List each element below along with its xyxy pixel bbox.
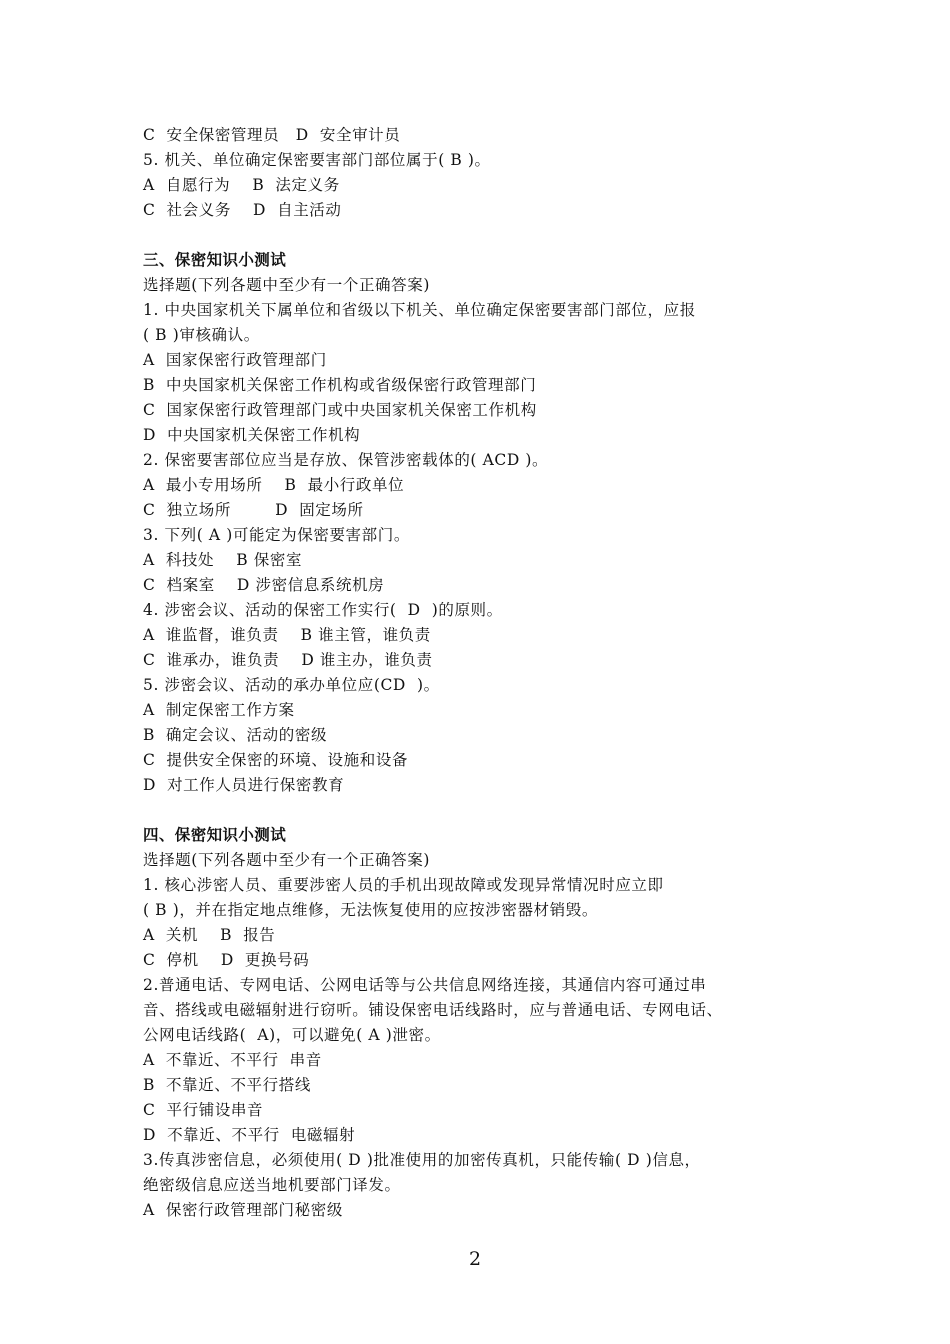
top-block [143,123,823,223]
text-line: C 国家保密行政管理部门或中央国家机关保密工作机构 [143,401,537,419]
document-page [143,123,823,1223]
text-line: D 不靠近、不平行 电磁辐射 [143,1126,356,1144]
text-line: A 国家保密行政管理部门 [143,351,327,369]
text-line: A 自愿行为 B 法定义务 [143,176,340,194]
text-line: C 平行铺设串音 [143,1101,264,1119]
text-line: 绝密级信息应送当地机要部门译发。 [143,1176,401,1194]
text-line: 2.普通电话、专网电话、公网电话等与公共信息网络连接，其通信内容可通过串 [143,976,707,994]
text-line: C 独立场所 D 固定场所 [143,501,364,519]
text-line: B 不靠近、不平行搭线 [143,1076,311,1094]
text-line: C 安全保密管理员 D 安全审计员 [143,126,401,144]
text-line: 公网电话线路( A)，可以避免( A )泄密。 [143,1026,441,1044]
text-line: 1. 核心涉密人员、重要涉密人员的手机出现故障或发现异常情况时应立即 [143,876,664,894]
page-number: 2 [468,1248,482,1270]
text-line: 3.传真涉密信息，必须使用( D )批准使用的加密传真机，只能传输( D )信息， [143,1151,701,1169]
text-line: D 对工作人员进行保密教育 [143,776,345,794]
text-line: 选择题(下列各题中至少有一个正确答案) [143,851,430,869]
section-4 [143,823,823,1223]
text-line: 选择题(下列各题中至少有一个正确答案) [143,276,430,294]
text-line: A 科技处 B 保密室 [143,551,303,569]
text-line: C 社会义务 D 自主活动 [143,201,342,219]
text-line: C 停机 D 更换号码 [143,951,310,969]
text-line: 2. 保密要害部位应当是存放、保管涉密载体的( ACD )。 [143,451,549,469]
text-line: A 制定保密工作方案 [143,701,295,719]
spacer [143,223,823,248]
text-line: B 中央国家机关保密工作机构或省级保密行政管理部门 [143,376,537,394]
section-3 [143,248,823,798]
section-heading: 三、保密知识小测试 [143,251,287,269]
text-line: 5. 涉密会议、活动的承办单位应(CD )。 [143,676,440,694]
text-line: 5. 机关、单位确定保密要害部门部位属于( B )。 [143,151,491,169]
text-line: C 提供安全保密的环境、设施和设备 [143,751,409,769]
text-line: A 关机 B 报告 [143,926,276,944]
text-line: 音、搭线或电磁辐射进行窃听。铺设保密电话线路时，应与普通电话、专网电话、 [143,1001,723,1019]
text-line: A 保密行政管理部门秘密级 [143,1201,343,1219]
section-heading: 四、保密知识小测试 [143,826,287,844]
text-line: B 确定会议、活动的密级 [143,726,328,744]
text-line: A 最小专用场所 B 最小行政单位 [143,476,405,494]
text-line: C 档案室 D 涉密信息系统机房 [143,576,385,594]
text-line: 3. 下列( A )可能定为保密要害部门。 [143,526,410,544]
text-line: A 不靠近、不平行 串音 [143,1051,322,1069]
text-line: A 谁监督，谁负责 B 谁主管，谁负责 [143,626,431,644]
text-line: D 中央国家机关保密工作机构 [143,426,361,444]
text-line: ( B )，并在指定地点维修，无法恢复使用的应按涉密器材销毁。 [143,901,598,919]
spacer [143,798,823,823]
text-line: C 谁承办，谁负责 D 谁主办，谁负责 [143,651,433,669]
text-line: 4. 涉密会议、活动的保密工作实行( D )的原则。 [143,601,503,619]
text-line: 1. 中央国家机关下属单位和省级以下机关、单位确定保密要害部门部位，应报 [143,301,696,319]
text-line: ( B )审核确认。 [143,326,260,344]
